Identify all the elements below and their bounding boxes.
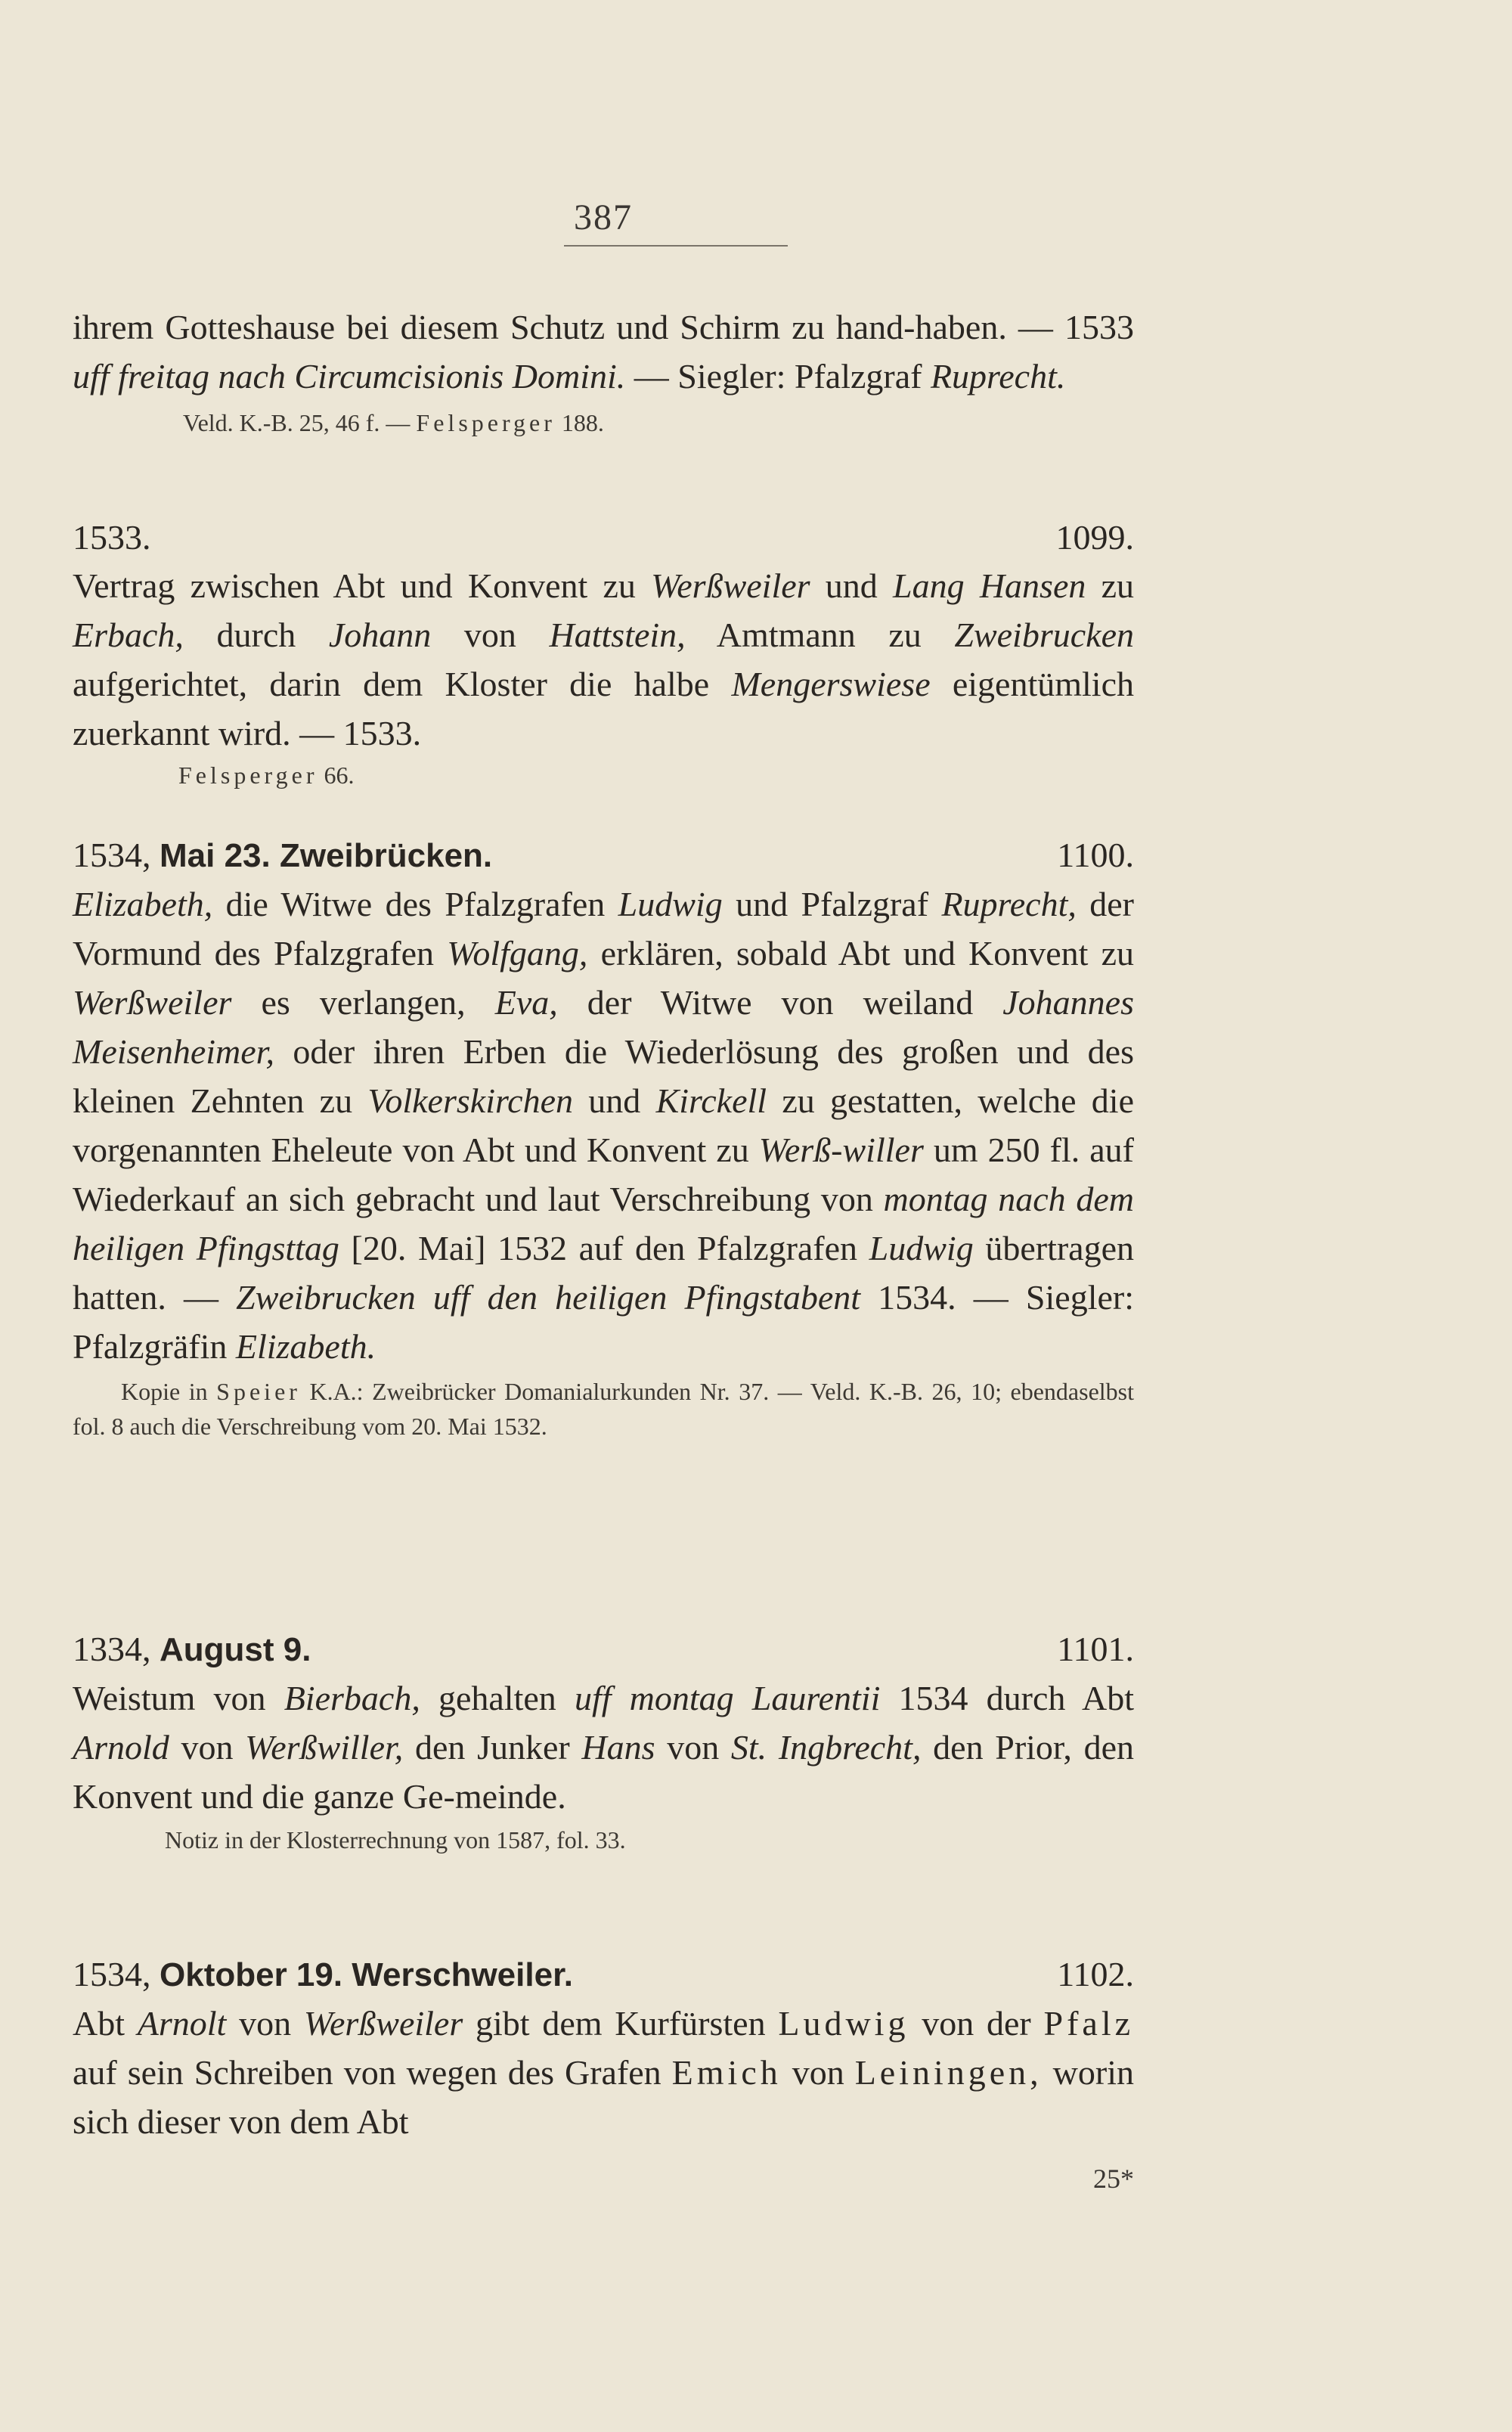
entry-1101-number: 1101. xyxy=(1057,1630,1134,1668)
entry-1100 xyxy=(73,832,1134,1444)
signature-mark: 25* xyxy=(1093,2164,1134,2194)
entry-1100-date: 1534, Mai 23. Zweibrücken. xyxy=(73,836,493,874)
entry-1099-date: 1533. xyxy=(73,518,151,557)
entry-1101-text: Weistum von Bierbach, gehalten uff montag Laurentii 1534 durch Abt Arnold von Werßwiller, den Junker Hans von St. Ingbrecht, den Prior, den Konvent und die ganze Ge-meinde. xyxy=(73,1679,1135,1816)
entry-1101 xyxy=(73,1626,1134,1857)
entry-1099 xyxy=(73,514,1134,793)
entry-1100-text: Elizabeth, die Witwe des Pfalzgrafen Ludwig und Pfalzgraf Ruprecht, der Vormund des Pfalzgrafen Wolfgang, erklären, sobald Abt und Konvent zu Werßweiler es verlangen, Eva, der Witwe von weiland Johannes Meisenheimer, oder ihren Erben die Wiederlösung des großen und des kleinen Zehnten zu Volkerskirchen und Kirckell zu gestatten, welche die vorgenannten Eheleute von Abt und Konvent zu Werß-willer um 250 fl. auf Wiederkauf an sich gebracht und laut Verschreibung von montag nach dem heiligen Pfingsttag [20. Mai] 1532 auf den Pfalzgrafen Ludwig übertragen hatten. — Zweibrucken uff den heiligen Pfingstabent 1534. — Siegler: Pfalzgräfin Elizabeth. xyxy=(73,885,1135,1366)
entry-1099-number: 1099. xyxy=(1055,518,1134,557)
page-number-rule xyxy=(564,245,788,247)
entry-1102-text: Abt Arnolt von Werßweiler gibt dem Kurfürsten Ludwig von der Pfalz auf sein Schreiben von wegen des Grafen Emich von Leiningen, worin sich dieser von dem Abt xyxy=(73,2004,1135,2141)
entry-1099-text: Vertrag zwischen Abt und Konvent zu Werßweiler und Lang Hansen zu Erbach, durch Johann von Hattstein, Amtmann zu Zweibrucken aufgerichtet, darin dem Kloster die halbe Mengerswiese eigentümlich zuerkannt wird. — 1533. xyxy=(73,566,1134,752)
entry-1099-header xyxy=(73,514,1134,561)
intro-note: Veld. K.-B. 25, 46 f. — Felsperger 188. xyxy=(183,409,604,436)
entry-1102-date: 1534, Oktober 19. Werschweiler. xyxy=(73,1955,573,1993)
intro-text: ihrem Gotteshause bei diesem Schutz und Schirm zu hand-haben. — 1533 uff freitag nach Circumcisionis Domini. — Siegler: Pfalzgraf Ruprecht. xyxy=(73,308,1134,396)
entry-1100-header xyxy=(73,832,1134,879)
entry-1100-number: 1100. xyxy=(1057,836,1134,874)
intro-block xyxy=(73,302,1134,440)
entry-1102-header xyxy=(73,1951,1134,1999)
page-number: 387 xyxy=(574,197,633,237)
entry-1099-note: Felsperger 66. xyxy=(178,762,355,789)
entry-1101-date: 1334, August 9. xyxy=(73,1630,311,1668)
entry-1102-number: 1102. xyxy=(1057,1955,1134,1993)
entry-1101-note: Notiz in der Klosterrechnung von 1587, fol. 33. xyxy=(165,1826,626,1853)
entry-1101-header xyxy=(73,1626,1134,1674)
entry-1102 xyxy=(73,1951,1134,2146)
entry-1100-note: Kopie in Speier K.A.: Zweibrücker Domanialurkunden Nr. 37. — Veld. K.-B. 26, 10; ebendaselbst fol. 8 auch die Verschreibung vom 20. Mai 1532. xyxy=(73,1378,1135,1440)
